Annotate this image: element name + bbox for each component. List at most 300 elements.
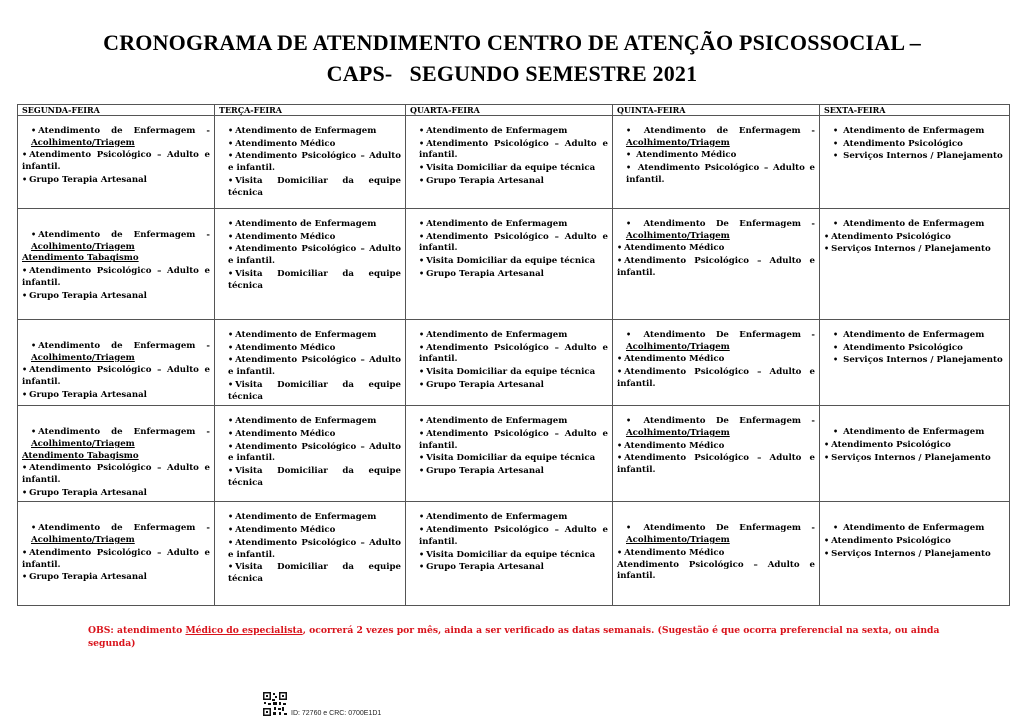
schedule-entry	[410, 342, 608, 366]
bullet-icon: •	[22, 571, 28, 582]
schedule-table	[17, 104, 1010, 606]
entry-text: Visita Domiciliar da equipe técnica	[426, 453, 596, 464]
schedule-entry	[824, 231, 1005, 244]
schedule-entry	[219, 329, 401, 342]
schedule-entry	[22, 290, 210, 303]
schedule-entry	[219, 441, 401, 465]
bullet-icon: •	[419, 378, 425, 389]
obs-suffix: , ocorrerá 2 vezes por mês, ainda a ser verificado as datas semanais. (Sugestão é que ocorra preferencial na sexta, ou ainda segunda)	[88, 625, 940, 649]
bullet-icon: •	[228, 267, 234, 278]
bullet-icon: •	[228, 465, 234, 476]
table-row	[18, 502, 1010, 606]
cell-quinta	[613, 116, 820, 209]
entry-text: Grupo Terapia Artesanal	[29, 389, 147, 400]
bullet-icon: •	[228, 536, 234, 547]
schedule-entry	[219, 511, 401, 524]
entry-text: Serviços Internos / Planejamento	[840, 355, 1003, 366]
schedule-entry	[617, 522, 815, 546]
schedule-entry	[617, 218, 815, 242]
bullet-icon: •	[419, 174, 425, 185]
bullet-icon: •	[31, 125, 37, 135]
schedule-entry	[410, 231, 608, 255]
entry-text: Acolhimento/Triagem	[31, 535, 135, 546]
bullet-icon: •	[228, 218, 234, 228]
entry-text: Visita Domiciliar da equipe técnica	[426, 163, 596, 174]
header-terca: TERÇA-FEIRA	[215, 105, 406, 116]
entry-text: Atendimento Psicológico	[840, 138, 963, 149]
schedule-entry	[219, 218, 401, 231]
entry-text: Visita Domiciliar da equipe técnica	[426, 256, 596, 267]
schedule-entry	[410, 366, 608, 379]
bullet-icon: •	[617, 546, 623, 557]
bullet-icon: •	[419, 267, 425, 278]
entry-text: Atendimento Psicológico – Adulto e infantil.	[22, 150, 210, 173]
schedule-entry	[22, 522, 210, 546]
bullet-icon: •	[22, 364, 28, 375]
entry-text: Atendimento Tabagismo	[22, 253, 139, 264]
document-id-text: ID: 72760 e CRC: 0700E1D1	[291, 710, 382, 717]
entry-text: Atendimento de Enfermagem	[426, 512, 568, 523]
schedule-entry	[22, 547, 210, 571]
schedule-entry	[219, 524, 401, 537]
entry-text: Atendimento Psicológico – Adulto e infantil.	[22, 365, 210, 388]
cell-terca	[215, 320, 406, 406]
bullet-icon: •	[824, 547, 830, 558]
bullet-icon: •	[824, 438, 830, 449]
header-quarta: QUARTA-FEIRA	[406, 105, 613, 116]
entry-text: Atendimento De Enfermagem -	[633, 330, 815, 340]
cell-segunda	[18, 320, 215, 406]
entry-text: Atendimento Médico	[235, 138, 336, 149]
entry-text: Atendimento Psicológico – Adulto e infantil.	[22, 547, 210, 570]
entry-text: Atendimento De Enfermagem -	[633, 219, 815, 229]
schedule-entry	[219, 379, 401, 403]
bullet-icon: •	[22, 546, 28, 557]
schedule-entry	[219, 428, 401, 441]
entry-text: Visita Domiciliar da equipe técnica	[228, 562, 401, 584]
entry-text: Atendimento Médico	[235, 342, 336, 353]
table-header-row	[18, 105, 1010, 116]
cell-quinta	[613, 502, 820, 606]
bullet-icon: •	[833, 137, 839, 148]
bullet-icon: •	[824, 451, 830, 462]
schedule-entry	[824, 548, 1005, 561]
schedule-entry	[617, 366, 815, 390]
bullet-icon: •	[22, 289, 28, 300]
cell-segunda	[18, 502, 215, 606]
schedule-entry	[22, 487, 210, 500]
bullet-icon: •	[419, 427, 425, 438]
bullet-icon: •	[419, 230, 425, 241]
cell-quinta	[613, 320, 820, 406]
bullet-icon: •	[228, 511, 234, 522]
schedule-entry	[824, 218, 1005, 231]
cell-sexta	[820, 406, 1010, 502]
schedule-entry	[617, 353, 815, 366]
entry-text: Atendimento de Enfermagem	[235, 219, 377, 229]
bullet-icon: •	[833, 341, 839, 352]
entry-text: Atendimento de Enfermagem -	[38, 427, 210, 438]
entry-text: Grupo Terapia Artesanal	[426, 175, 544, 186]
bullet-icon: •	[419, 341, 425, 352]
schedule-entry	[617, 452, 815, 476]
entry-text: Atendimento de Enfermagem	[840, 523, 985, 534]
schedule-entry	[22, 265, 210, 289]
schedule-entry	[22, 389, 210, 402]
entry-text: Atendimento Psicológico – Adulto e infantil.	[228, 441, 401, 464]
bullet-icon: •	[833, 329, 839, 339]
schedule-entry	[617, 149, 815, 162]
bullet-icon: •	[617, 353, 623, 364]
bullet-icon: •	[228, 378, 234, 389]
bullet-icon: •	[617, 366, 623, 377]
entry-text: Atendimento Psicológico – Adulto e infantil.	[617, 453, 815, 476]
schedule-entry	[824, 329, 1005, 342]
table-row	[18, 320, 1010, 406]
entry-text: Visita Domiciliar da equipe técnica	[228, 175, 401, 198]
schedule-entry	[219, 354, 401, 378]
table-row	[18, 116, 1010, 209]
cell-sexta	[820, 320, 1010, 406]
schedule-entry	[410, 452, 608, 465]
entry-text: Acolhimento/Triagem	[626, 137, 730, 148]
entry-text: Serviços Internos / Planejamento	[831, 548, 991, 559]
cell-quinta	[613, 406, 820, 502]
bullet-icon: •	[419, 366, 425, 377]
schedule-entry	[617, 560, 815, 583]
bullet-icon: •	[228, 524, 234, 535]
entry-text: Atendimento Psicológico – Adulto e infantil.	[617, 367, 815, 389]
cell-segunda	[18, 406, 215, 502]
entry-text: Atendimento de Enfermagem	[235, 416, 377, 427]
entry-text: Acolhimento/Triagem	[31, 241, 135, 252]
schedule-entry	[617, 242, 815, 255]
entry-text: Atendimento de Enfermagem	[840, 126, 985, 136]
bullet-icon: •	[419, 511, 425, 522]
schedule-entry	[22, 149, 210, 173]
entry-text: Visita Domiciliar da equipe técnica	[426, 549, 596, 560]
bullet-icon: •	[419, 162, 425, 173]
entry-text: Grupo Terapia Artesanal	[29, 174, 147, 185]
schedule-entry	[219, 175, 401, 199]
bullet-icon: •	[617, 452, 623, 463]
schedule-entry	[22, 426, 210, 450]
bullet-icon: •	[626, 125, 632, 135]
bullet-icon: •	[617, 255, 623, 266]
schedule-entry	[22, 340, 210, 364]
entry-text: Grupo Terapia Artesanal	[426, 562, 544, 573]
entry-text: Grupo Terapia Artesanal	[29, 487, 147, 498]
cell-quarta	[406, 116, 613, 209]
bullet-icon: •	[419, 452, 425, 463]
bullet-icon: •	[419, 524, 425, 535]
entry-text: Atendimento de Enfermagem	[426, 126, 568, 136]
schedule-entry	[824, 150, 1005, 163]
bullet-icon: •	[22, 462, 28, 473]
entry-text: Atendimento de Enfermagem	[840, 330, 985, 340]
document-title-line2: CAPS- SEGUNDO SEMESTRE 2021	[326, 61, 698, 86]
entry-text: Atendimento de Enfermagem	[426, 219, 568, 229]
entry-text: Atendimento de Enfermagem	[235, 330, 377, 340]
schedule-entry	[824, 125, 1005, 138]
entry-text: Grupo Terapia Artesanal	[426, 379, 544, 390]
entry-text: Atendimento De Enfermagem -	[633, 416, 815, 427]
cell-sexta	[820, 502, 1010, 606]
schedule-entry	[22, 364, 210, 388]
cell-terca	[215, 116, 406, 209]
schedule-entry	[617, 125, 815, 149]
schedule-entry	[824, 452, 1005, 465]
entry-text: Acolhimento/Triagem	[31, 137, 135, 148]
bullet-icon: •	[419, 218, 425, 228]
schedule-entry	[219, 125, 401, 138]
schedule-entry	[22, 462, 210, 486]
entry-text: Serviços Internos / Planejamento	[840, 151, 1003, 162]
schedule-entry	[219, 465, 401, 489]
bullet-icon: •	[419, 329, 425, 339]
entry-text: Atendimento de Enfermagem	[426, 416, 568, 427]
entry-text: Serviços Internos / Planejamento	[831, 244, 991, 255]
schedule-entry	[410, 561, 608, 574]
bullet-icon: •	[617, 242, 623, 253]
bullet-icon: •	[419, 415, 425, 426]
entry-text: Acolhimento/Triagem	[626, 230, 730, 241]
bullet-icon: •	[31, 340, 37, 350]
schedule-entry	[617, 255, 815, 279]
schedule-entry	[22, 174, 210, 187]
schedule-entry	[22, 451, 210, 463]
observation-note	[88, 624, 968, 650]
bullet-icon: •	[419, 548, 425, 559]
bullet-icon: •	[626, 218, 632, 228]
schedule-entry	[617, 162, 815, 186]
schedule-entry	[617, 440, 815, 453]
entry-text: Atendimento de Enfermagem	[235, 512, 377, 523]
schedule-entry	[22, 229, 210, 253]
header-sexta: SEXTA-FEIRA	[820, 105, 1010, 116]
entry-text: Serviços Internos / Planejamento	[831, 452, 991, 463]
bullet-icon: •	[626, 162, 632, 173]
entry-text: Atendimento Psicológico	[840, 342, 963, 353]
entry-text: Atendimento Psicológico – Adulto e infantil.	[419, 231, 608, 254]
schedule-entry	[219, 231, 401, 244]
bullet-icon: •	[824, 230, 830, 241]
schedule-entry	[219, 561, 401, 585]
entry-text: Atendimento Psicológico – Adulto e infantil.	[617, 256, 815, 278]
schedule-entry	[410, 524, 608, 548]
schedule-entry	[824, 439, 1005, 452]
entry-text: Atendimento Psicológico	[831, 439, 951, 450]
entry-text: Atendimento de Enfermagem -	[38, 126, 210, 136]
bullet-icon: •	[824, 243, 830, 254]
schedule-entry	[410, 329, 608, 342]
schedule-entry	[824, 535, 1005, 548]
schedule-entry	[617, 415, 815, 439]
bullet-icon: •	[833, 218, 839, 228]
schedule-entry	[824, 243, 1005, 256]
entry-text: Atendimento de Enfermagem	[840, 427, 985, 438]
schedule-entry	[410, 465, 608, 478]
schedule-entry	[410, 255, 608, 268]
schedule-entry	[410, 125, 608, 138]
schedule-entry	[219, 138, 401, 151]
entry-text: Grupo Terapia Artesanal	[29, 572, 147, 583]
schedule-entry	[410, 138, 608, 162]
cell-quarta	[406, 502, 613, 606]
bullet-icon: •	[419, 125, 425, 135]
schedule-entry	[410, 162, 608, 175]
cell-quarta	[406, 406, 613, 502]
schedule-entry	[410, 175, 608, 188]
cell-quinta	[613, 209, 820, 320]
bullet-icon: •	[626, 522, 632, 533]
schedule-entry	[219, 268, 401, 292]
cell-terca	[215, 209, 406, 320]
schedule-entry	[219, 342, 401, 355]
bullet-icon: •	[31, 426, 37, 437]
entry-text: Atendimento Médico	[235, 231, 336, 242]
cell-quarta	[406, 209, 613, 320]
schedule-entry	[410, 415, 608, 428]
entry-text: Atendimento Tabagismo	[22, 450, 139, 461]
header-quinta: QUINTA-FEIRA	[613, 105, 820, 116]
bullet-icon: •	[228, 125, 234, 135]
bullet-icon: •	[833, 150, 839, 161]
entry-text: Visita Domiciliar da equipe técnica	[228, 466, 401, 488]
bullet-icon: •	[228, 561, 234, 572]
entry-text: Acolhimento/Triagem	[31, 438, 135, 449]
table-row	[18, 209, 1010, 320]
entry-text: Atendimento de Enfermagem -	[38, 341, 210, 351]
entry-text: Atendimento de Enfermagem -	[38, 230, 210, 240]
schedule-body	[18, 116, 1010, 606]
entry-text: Atendimento Médico	[235, 525, 336, 536]
schedule-entry	[617, 547, 815, 560]
bullet-icon: •	[22, 388, 28, 399]
entry-text: Acolhimento/Triagem	[31, 352, 135, 363]
bullet-icon: •	[228, 150, 234, 161]
entry-text: Acolhimento/Triagem	[626, 535, 730, 546]
bullet-icon: •	[824, 535, 830, 546]
entry-text: Atendimento Psicológico – Adulto e infantil.	[419, 525, 608, 547]
entry-text: Atendimento Psicológico – Adulto e infantil.	[228, 151, 401, 174]
entry-text: Visita Domiciliar da equipe técnica	[426, 367, 596, 378]
bullet-icon: •	[22, 486, 28, 497]
cell-segunda	[18, 209, 215, 320]
bullet-icon: •	[228, 440, 234, 451]
bullet-icon: •	[626, 149, 632, 160]
bullet-icon: •	[617, 439, 623, 450]
entry-text: Acolhimento/Triagem	[626, 341, 730, 352]
entry-text: Atendimento Médico	[624, 243, 725, 254]
schedule-entry	[824, 354, 1005, 367]
bullet-icon: •	[228, 341, 234, 352]
bullet-icon: •	[833, 522, 839, 533]
entry-text: Visita Domiciliar da equipe técnica	[228, 268, 401, 291]
bullet-icon: •	[228, 354, 234, 365]
obs-underlined: Médico do especialista	[185, 625, 303, 636]
schedule-entry	[410, 268, 608, 281]
entry-text: Atendimento Psicológico – Adulto e infantil.	[228, 244, 401, 267]
schedule-entry	[824, 342, 1005, 355]
document-title-line1: CRONOGRAMA DE ATENDIMENTO CENTRO DE ATENÇÃO PSICOSSOCIAL –	[103, 30, 921, 55]
bullet-icon: •	[31, 229, 37, 239]
schedule-entry	[219, 415, 401, 428]
qr-code-icon	[262, 691, 288, 717]
entry-text: Atendimento Médico	[235, 428, 336, 439]
schedule-entry	[410, 218, 608, 231]
entry-text: Atendimento Psicológico – Adulto e infantil.	[617, 559, 815, 582]
bullet-icon: •	[228, 137, 234, 148]
entry-text: Atendimento Médico	[624, 547, 725, 558]
schedule-entry	[410, 511, 608, 524]
bullet-icon: •	[228, 230, 234, 241]
bullet-icon: •	[228, 174, 234, 185]
entry-text: Grupo Terapia Artesanal	[426, 466, 544, 477]
entry-text: Acolhimento/Triagem	[626, 427, 730, 438]
entry-text: Atendimento Psicológico – Adulto e infantil.	[22, 463, 210, 486]
cell-terca	[215, 502, 406, 606]
entry-text: Visita Domiciliar da equipe técnica	[228, 379, 401, 402]
table-row	[18, 406, 1010, 502]
bullet-icon: •	[228, 329, 234, 339]
schedule-entry	[410, 379, 608, 392]
entry-text: Atendimento de Enfermagem -	[633, 126, 815, 136]
entry-text: Atendimento Psicológico – Adulto e infantil.	[419, 342, 608, 365]
entry-text: Grupo Terapia Artesanal	[426, 268, 544, 279]
entry-text: Atendimento Médico	[624, 354, 725, 365]
bullet-icon: •	[419, 561, 425, 572]
entry-text: Atendimento de Enfermagem	[426, 330, 568, 340]
schedule-entry	[219, 150, 401, 174]
schedule-entry	[410, 428, 608, 452]
bullet-icon: •	[228, 243, 234, 254]
entry-text: Atendimento Psicológico – Adulto e infantil.	[22, 266, 210, 288]
bullet-icon: •	[22, 173, 28, 184]
bullet-icon: •	[626, 329, 632, 339]
schedule-entry	[219, 537, 401, 561]
schedule-entry	[22, 125, 210, 149]
schedule-entry	[22, 571, 210, 584]
cell-terca	[215, 406, 406, 502]
bullet-icon: •	[833, 426, 839, 437]
bullet-icon: •	[419, 465, 425, 476]
entry-text: Atendimento de Enfermagem	[840, 219, 985, 229]
bullet-icon: •	[419, 137, 425, 148]
entry-text: Atendimento Psicológico – Adulto e infantil.	[626, 163, 815, 185]
entry-text: Atendimento Médico	[624, 440, 725, 451]
bullet-icon: •	[228, 427, 234, 438]
entry-text: Atendimento De Enfermagem -	[633, 523, 815, 534]
entry-text: Atendimento Psicológico	[831, 536, 951, 547]
bullet-icon: •	[22, 149, 28, 160]
entry-text: Atendimento de Enfermagem -	[38, 523, 210, 534]
entry-text: Atendimento Psicológico – Adulto e infantil.	[228, 355, 401, 378]
bullet-icon: •	[626, 415, 632, 426]
header-segunda: SEGUNDA-FEIRA	[18, 105, 215, 116]
entry-text: Atendimento Psicológico – Adulto e infantil.	[419, 138, 608, 161]
schedule-entry	[410, 549, 608, 562]
entry-text: Atendimento Médico	[633, 150, 737, 161]
cell-quarta	[406, 320, 613, 406]
schedule-entry	[824, 522, 1005, 535]
bullet-icon: •	[419, 255, 425, 266]
schedule-entry	[824, 138, 1005, 151]
bullet-icon: •	[22, 265, 28, 276]
bullet-icon: •	[228, 415, 234, 426]
schedule-entry	[617, 329, 815, 353]
cell-segunda	[18, 116, 215, 209]
